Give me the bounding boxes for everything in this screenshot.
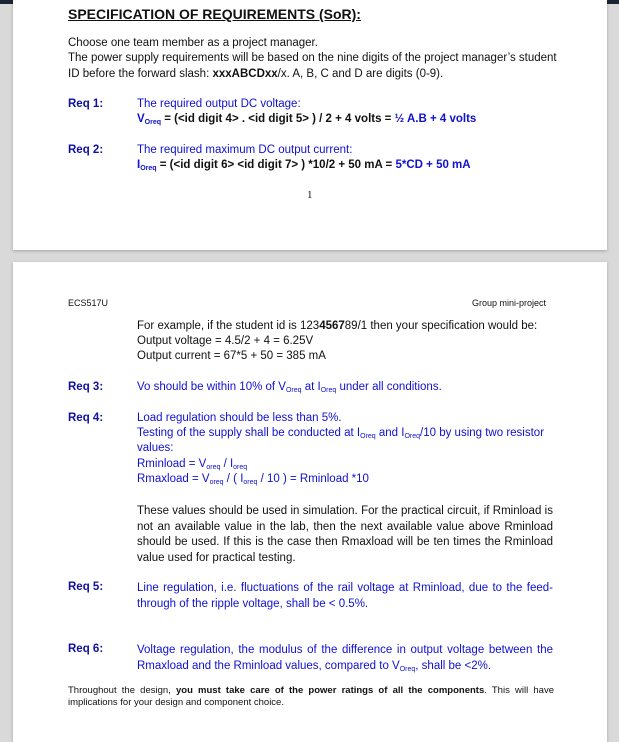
intro-line-2: The power supply requirements will be based on the nine digits of the project manager’s student [68, 52, 557, 64]
example-line-3: Output current = 67*5 + 50 = 385 mA [137, 350, 326, 362]
header-project: Group mini-project [472, 298, 547, 308]
page-title: SPECIFICATION OF REQUIREMENTS (SoR): [68, 6, 361, 22]
req3-label: Req 3: [68, 381, 104, 393]
req4-line1: Load regulation should be less than 5%. [137, 412, 342, 424]
req6-text: Voltage regulation, the modulus of the difference in output voltage between the Rmaxload and the Rminload values, compared to $V_{Oreq}$, shall be <2%. [137, 644, 553, 673]
intro-line-3: ID before the forward slash: xxxABCDxx/x. A, B, C and D are digits (0-9). [68, 68, 444, 80]
req1-formula: $V_{Oreq} = (<id$ digit 4> . <id digit 5> ) / 2 + 4 volts = ½ A.B + 4 volts [137, 113, 477, 126]
rminload-formula: Rminload = $V_{oreq} / I_{oreq}$ [137, 458, 248, 471]
example-line-2: Output voltage = 4.5/2 + 4 = 6.25V [137, 335, 314, 347]
req1-label: Req 1: [68, 98, 104, 110]
page-number: 1 [307, 189, 313, 201]
document-page-2 [13, 262, 607, 742]
req4-line2: Testing of the supply shall be conducted at $I_{Oreq}$ and $I_{Oreq}/10$ by using two resistor [137, 427, 545, 440]
req4-line3: values: [137, 442, 174, 454]
req2-formula: $I_{Oreq} = (<id$ digit 6> <id digit 7> ) *10/2 + 50 mA = 5*CD + 50 mA [137, 159, 471, 172]
simulation-paragraph: These values should be used in simulation. For the practical circuit, if Rminload is not an available value in the lab, then the next available value above Rminload should be used. If this is the case then Rmaxload will be ten times the Rminload value used for practical testing. [137, 505, 553, 564]
req2-label: Req 2: [68, 144, 104, 156]
rmaxload-formula: Rmaxload = $V_{oreq}$ / ( $I_{oreq} / 10$ ) = Rminload *10 [137, 473, 369, 486]
req6-label: Req 6: [68, 643, 104, 655]
intro-line-1: Choose one team member as a project manager. [68, 37, 318, 49]
document-page-1 [13, 0, 607, 250]
header-course-code: ECS517U [68, 298, 109, 308]
req3-text: Vo should be within 10% of $V_{Oreq}$ at $I_{Oreq}$ under all conditions. [137, 381, 442, 394]
req5-label: Req 5: [68, 581, 104, 593]
example-line-1: For example, if the student id is 123456789/1 then your specification would be: [137, 320, 538, 332]
req1-line1: The required output DC voltage: [137, 98, 301, 110]
req2-line1: The required maximum DC output current: [137, 144, 353, 156]
req5-text: Line regulation, i.e. fluctuations of the rail voltage at Rminload, due to the feed-through of the ripple voltage, shall be < 0.5%. [137, 582, 553, 610]
req4-label: Req 4: [68, 412, 104, 424]
footer-note: Throughout the design, you must take care of the power ratings of all the components. This will have implications for your design and component choice. [68, 685, 554, 708]
